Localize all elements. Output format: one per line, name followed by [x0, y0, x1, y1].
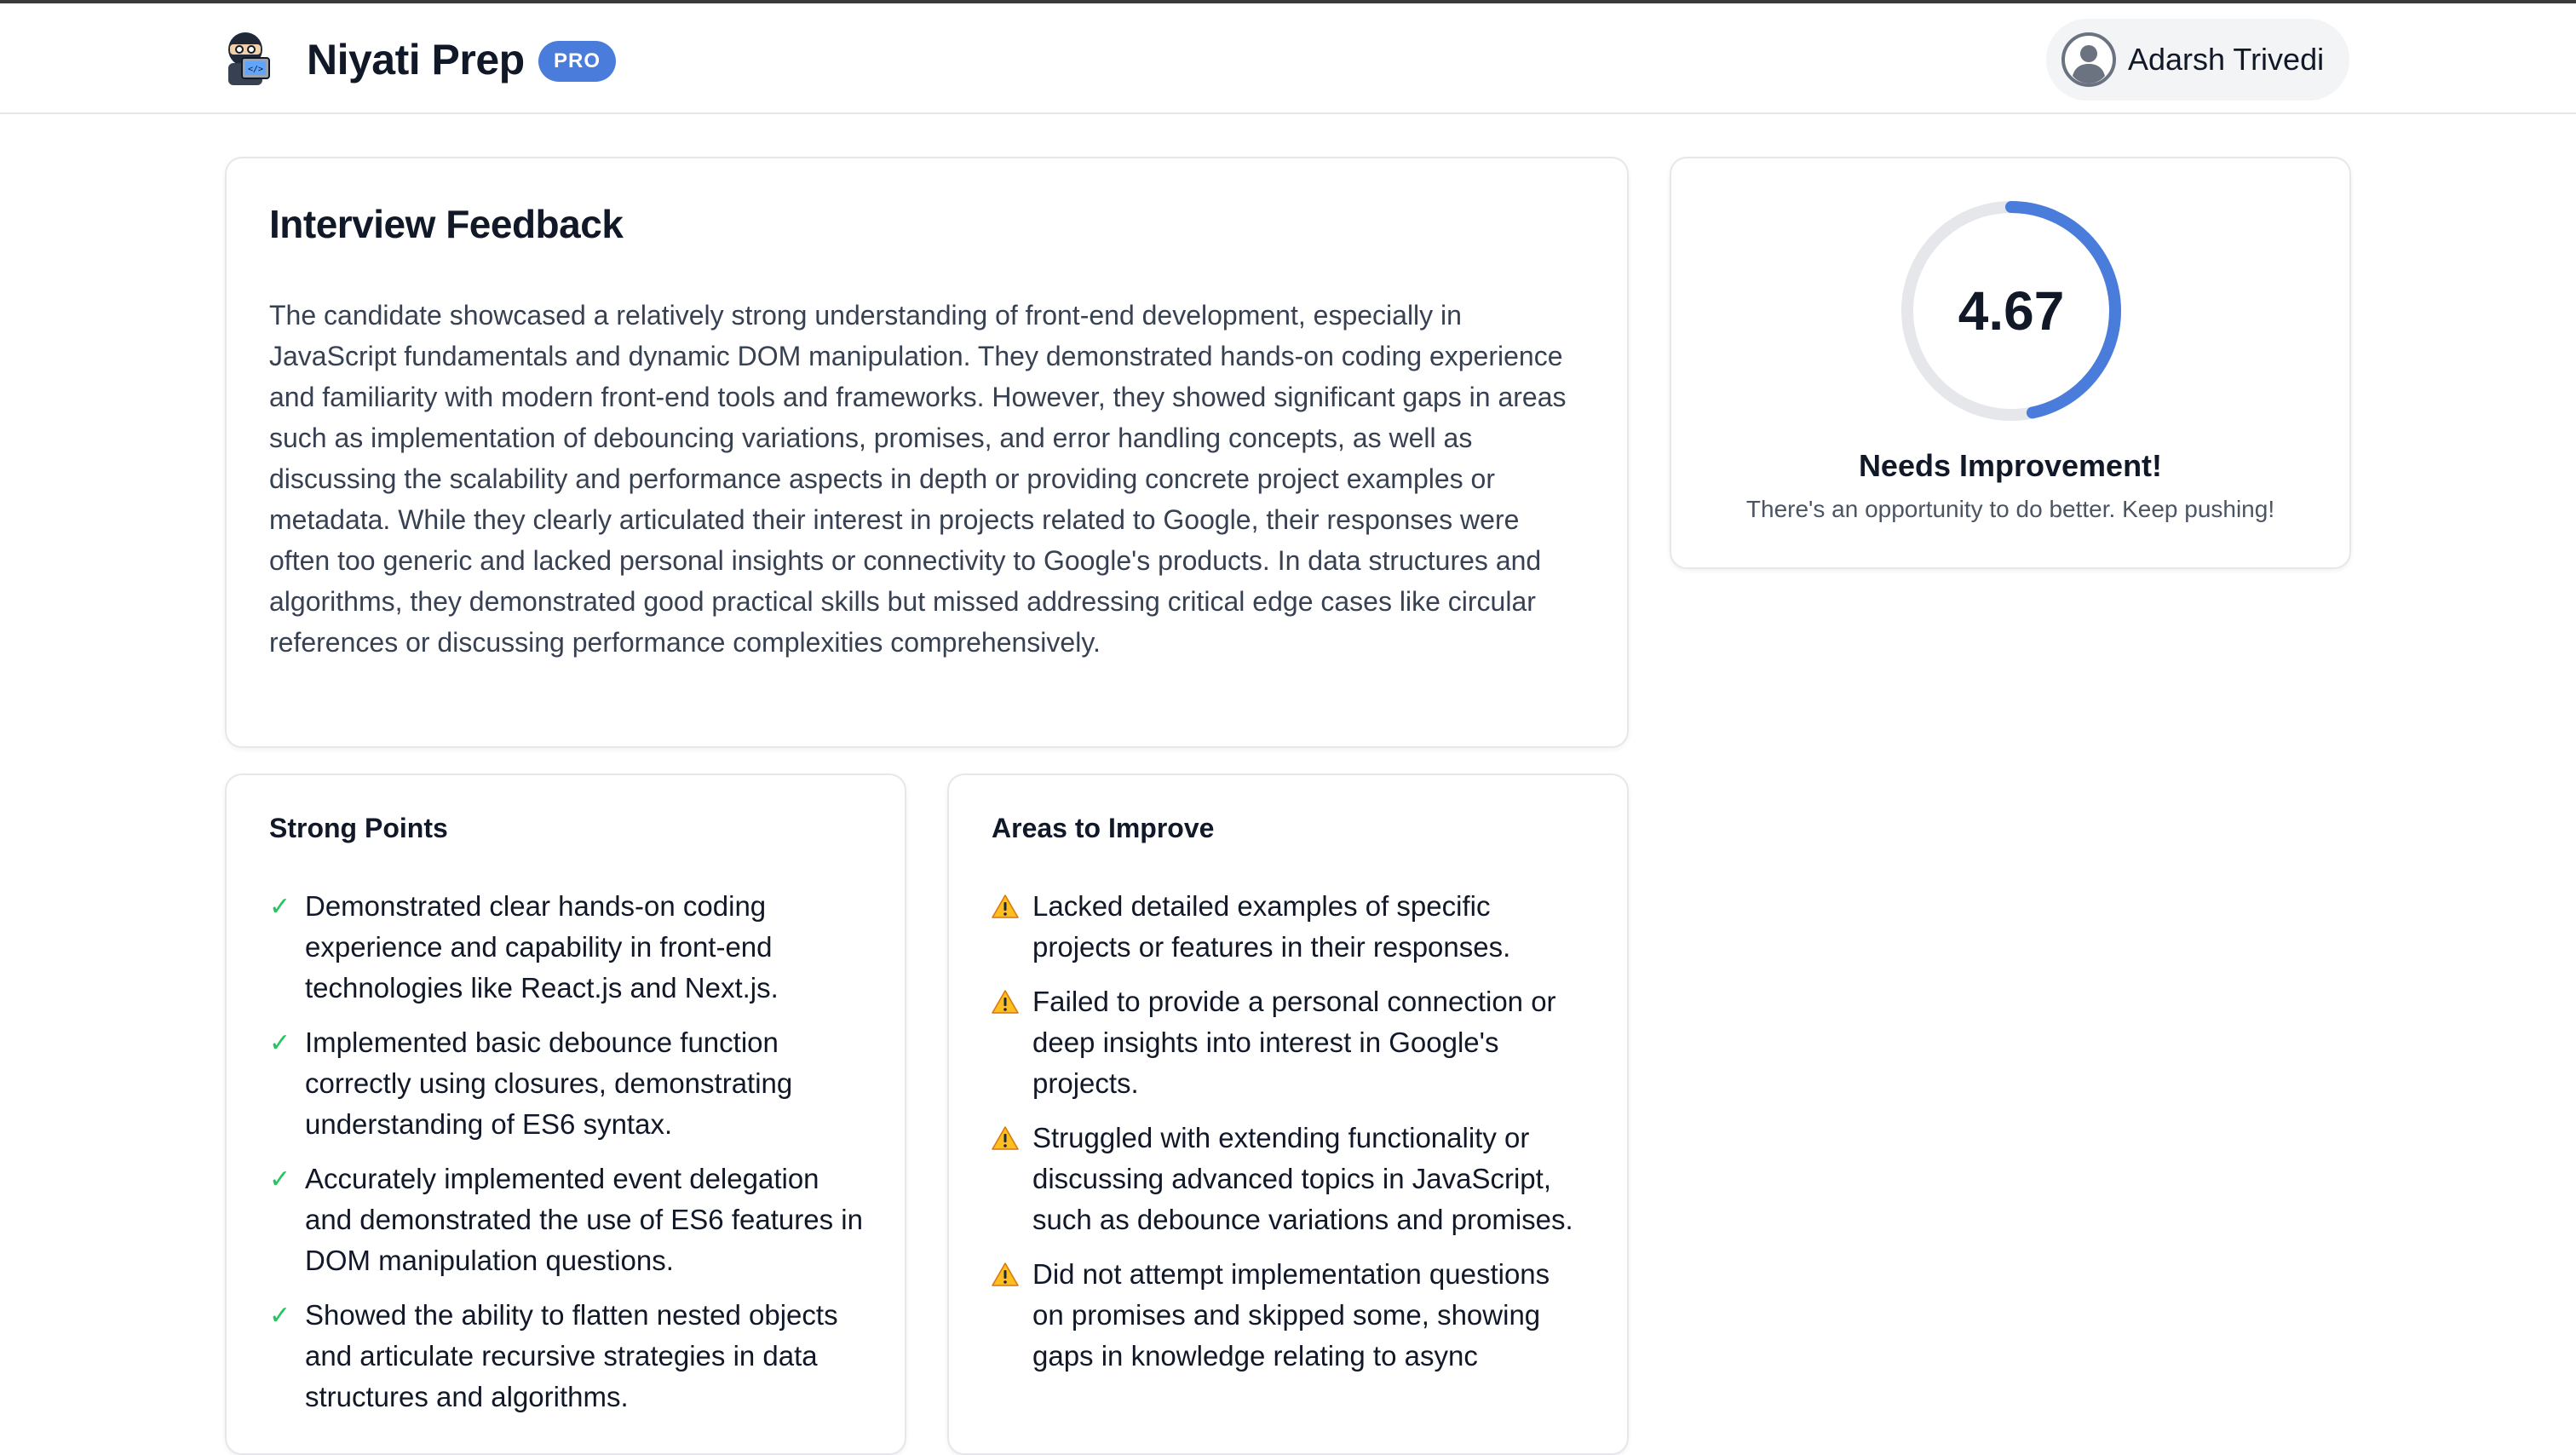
check-icon: ✓: [269, 1302, 291, 1330]
score-card: [1670, 157, 2351, 569]
score-status: Needs Improvement!: [1858, 448, 2163, 483]
strong-point-text: Demonstrated clear hands-on coding experience and capability in front-end technologies like React.js and Next.js.: [305, 890, 779, 1004]
warning-icon: [992, 1126, 1019, 1150]
check-icon: ✓: [269, 1029, 291, 1057]
user-menu-button[interactable]: [2046, 19, 2349, 101]
warning-icon: [992, 894, 1019, 918]
strong-points-title: Strong Points: [269, 813, 448, 843]
svg-text:</>: </>: [247, 65, 264, 74]
check-icon: ✓: [269, 893, 291, 921]
list-item: [269, 1295, 865, 1418]
app-header: [0, 3, 2576, 114]
pro-badge: PRO: [538, 41, 616, 82]
list-item: [992, 1118, 1588, 1240]
improve-point-text: Struggled with extending functionality or discussing advanced topics in JavaScript, such as debounce variations and promises.: [1032, 1122, 1573, 1235]
strong-point-text: Showed the ability to flatten nested objects and articulate recursive strategies in data structures and algorithms.: [305, 1299, 838, 1412]
list-item: [269, 886, 865, 1009]
areas-to-improve-title: Areas to Improve: [992, 813, 1215, 843]
score-value: 4.67: [1958, 280, 2065, 342]
score-message: There's an opportunity to do better. Keep pushing!: [1745, 496, 2275, 522]
warning-icon: [992, 1262, 1019, 1286]
feedback-title: Interview Feedback: [269, 202, 624, 246]
improve-point-text: Lacked detailed examples of specific projects or features in their responses.: [1032, 890, 1511, 963]
interview-feedback-card: [225, 157, 1629, 748]
improve-point-text: Did not attempt implementation questions on promises and skipped some, showing gaps in knowledge relating to async: [1032, 1258, 1550, 1372]
warning-icon: [992, 990, 1019, 1014]
list-item: [992, 1254, 1588, 1377]
list-item: [269, 1022, 865, 1145]
strong-points-list: [269, 886, 865, 1431]
feedback-summary: The candidate showcased a relatively strong understanding of front-end development, especially in JavaScript fundamentals and dynamic DOM manipulation. They demonstrated hands-on coding experience and familiarity with modern front-end tools and frameworks. However, they showed significant gaps in areas such as implementation of debouncing variations, promises, and error handling concepts, as well as discussing the scalability and performance aspects in depth or providing concrete project examples or metadata. While they clearly articulated their interest in projects related to Google, their responses were often too generic and lacked personal insights or connectivity to Google's products. In data structures and algorithms, they demonstrated good practical skills but missed addressing critical edge cases like circular references or discussing performance complexities comprehensively.: [269, 300, 1567, 658]
ninja-logo-icon[interactable]: [220, 29, 285, 87]
brand-name[interactable]: Niyati Prep: [307, 36, 525, 83]
list-item: [269, 1159, 865, 1281]
list-item: [992, 886, 1588, 968]
list-item: [992, 981, 1588, 1104]
strong-points-card: [225, 774, 906, 1455]
user-avatar-icon: [2061, 32, 2116, 87]
improve-point-text: Failed to provide a personal connection or deep insights into interest in Google's projects.: [1032, 986, 1556, 1099]
areas-to-improve-list: [992, 886, 1588, 1390]
areas-to-improve-card: [947, 774, 1629, 1455]
user-name: Adarsh Trivedi: [2128, 42, 2325, 77]
check-icon: ✓: [269, 1165, 291, 1193]
strong-point-text: Implemented basic debounce function correctly using closures, demonstrating understanding of ES6 syntax.: [305, 1027, 793, 1140]
strong-point-text: Accurately implemented event delegation and demonstrated the use of ES6 features in DOM manipulation questions.: [305, 1163, 863, 1276]
